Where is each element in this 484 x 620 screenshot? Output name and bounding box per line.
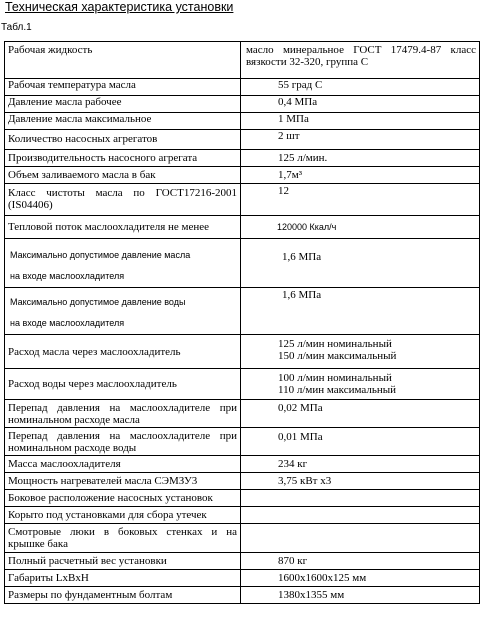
value-cell: 2 шт xyxy=(241,130,480,150)
table-row xyxy=(5,239,480,288)
param-cell: Смотровые люки в боковых стенках и на крышке бака xyxy=(5,524,241,553)
param-cell: Габариты LxBxH xyxy=(5,570,241,587)
table-row xyxy=(5,79,480,96)
value-cell: 1,6 МПа xyxy=(241,239,480,288)
table-row xyxy=(5,96,480,113)
param-cell: Рабочая температура масла xyxy=(5,79,241,96)
value-cell: 3,75 кВт х3 xyxy=(241,473,480,490)
param-cell: Корыто под установками для сбора утечек xyxy=(5,507,241,524)
table-row xyxy=(5,587,480,604)
table-row xyxy=(5,130,480,150)
table-row xyxy=(5,428,480,456)
param-cell: Расход воды через маслоохладитель xyxy=(5,369,241,400)
value-cell: масло минеральное ГОСТ 17479.4-87 класс вязкости 32-320, группа С xyxy=(241,42,480,79)
param-cell: Давление масла максимальное xyxy=(5,113,241,130)
table-row xyxy=(5,184,480,216)
param-cell: Масса маслоохладителя xyxy=(5,456,241,473)
param-cell: Объем заливаемого масла в бак xyxy=(5,167,241,184)
value-cell: 100 л/мин номинальный 110 л/мин максимальный xyxy=(241,369,480,400)
param-cell: Размеры по фундаментным болтам xyxy=(5,587,241,604)
value-cell: 120000 Ккал/ч xyxy=(241,216,480,239)
table-row xyxy=(5,507,480,524)
value-cell: 125 л/мин номинальный 150 л/мин максимальный xyxy=(241,335,480,369)
value-cell: 0,01 МПа xyxy=(241,428,480,456)
table-row xyxy=(5,113,480,130)
value-cell: 12 xyxy=(241,184,480,216)
param-cell: Полный расчетный вес установки xyxy=(5,553,241,570)
table-row xyxy=(5,473,480,490)
table-row xyxy=(5,42,480,79)
param-cell: Перепад давления на маслоохладителе при номинальном расходе воды xyxy=(5,428,241,456)
table-row xyxy=(5,553,480,570)
param-cell: Максимально допустимое давление воды на входе маслоохладителя xyxy=(5,288,241,335)
value-cell xyxy=(241,507,480,524)
table-row xyxy=(5,570,480,587)
param-cell: Количество насосных агрегатов xyxy=(5,130,241,150)
param-cell: Максимально допустимое давление масла на входе маслоохладителя xyxy=(5,239,241,288)
param-cell: Расход масла через маслоохладитель xyxy=(5,335,241,369)
table-row xyxy=(5,150,480,167)
value-cell xyxy=(241,490,480,507)
value-cell: 125 л/мин. xyxy=(241,150,480,167)
value-cell: 1,7м³ xyxy=(241,167,480,184)
table-row xyxy=(5,524,480,553)
table-row xyxy=(5,167,480,184)
value-cell: 1,6 МПа xyxy=(241,288,480,335)
value-cell: 55 град С xyxy=(241,79,480,96)
param-cell: Перепад давления на маслоохладителе при номинальном расходе масла xyxy=(5,400,241,428)
table-row xyxy=(5,369,480,400)
param-cell: Класс чистоты масла по ГОСТ17216-2001 (IS04406) xyxy=(5,184,241,216)
param-cell: Мощность нагревателей масла СЭМЗУ3 xyxy=(5,473,241,490)
document-title: Техническая характеристика установки xyxy=(5,0,234,14)
table-row xyxy=(5,335,480,369)
value-cell: 234 кг xyxy=(241,456,480,473)
table-row xyxy=(5,288,480,335)
value-cell: 0,4 МПа xyxy=(241,96,480,113)
param-cell: Тепловой поток маслоохладителя не менее xyxy=(5,216,241,239)
table-row xyxy=(5,216,480,239)
table-row xyxy=(5,400,480,428)
value-cell: 870 кг xyxy=(241,553,480,570)
param-cell: Рабочая жидкость xyxy=(5,42,241,79)
value-cell: 1600х1600х125 мм xyxy=(241,570,480,587)
param-cell: Производительность насосного агрегата xyxy=(5,150,241,167)
table-row xyxy=(5,456,480,473)
param-cell: Давление масла рабочее xyxy=(5,96,241,113)
table-label: Табл.1 xyxy=(1,22,32,33)
value-cell: 1380х1355 мм xyxy=(241,587,480,604)
table-row xyxy=(5,490,480,507)
value-cell: 1 МПа xyxy=(241,113,480,130)
value-cell: 0,02 МПа xyxy=(241,400,480,428)
specs-table xyxy=(4,41,480,604)
param-cell: Боковое расположение насосных установок xyxy=(5,490,241,507)
value-cell xyxy=(241,524,480,553)
